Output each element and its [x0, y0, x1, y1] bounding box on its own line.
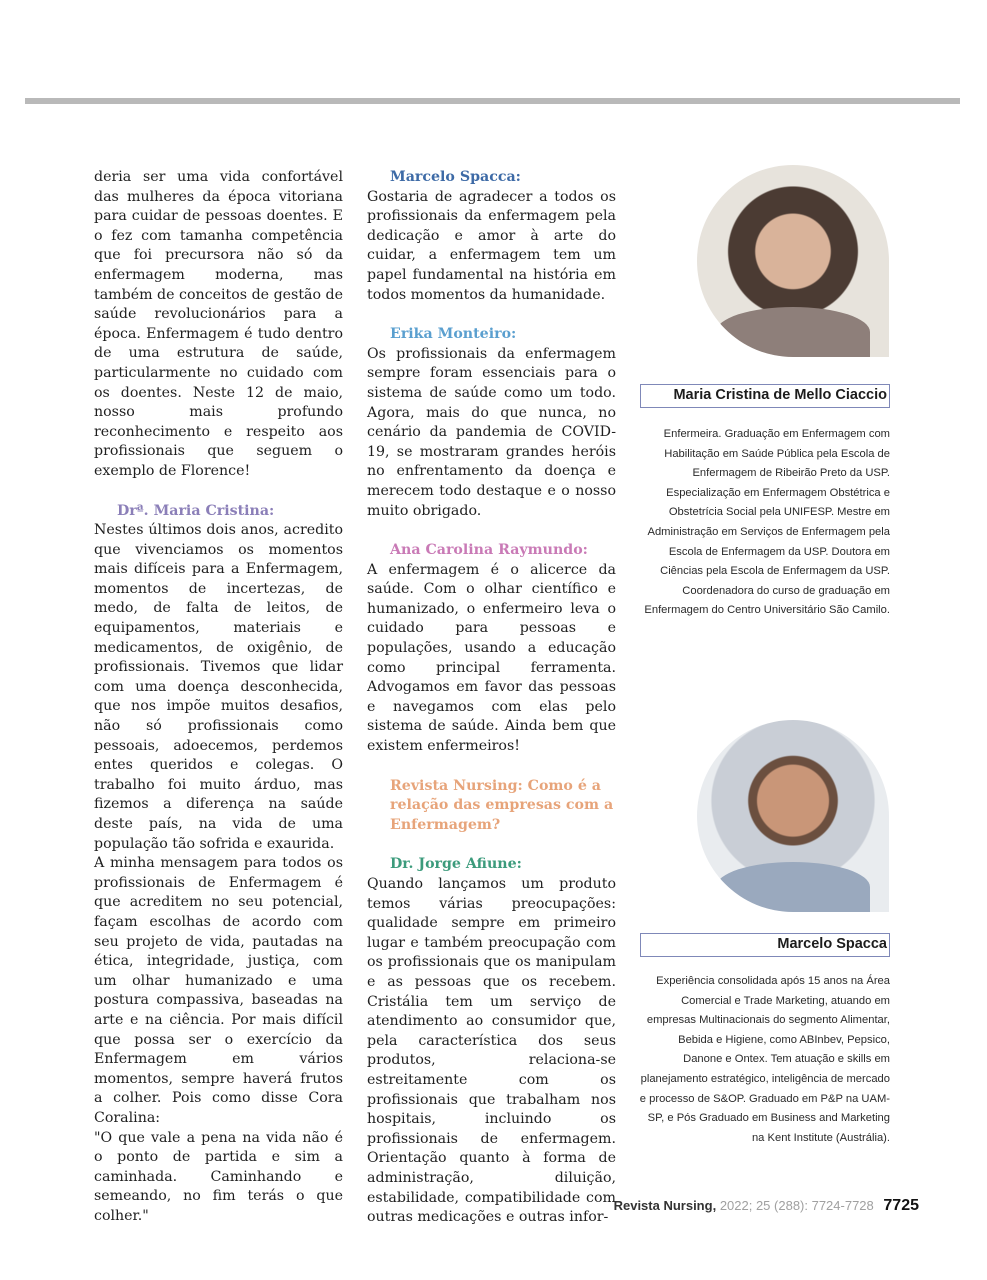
footer-journal: Revista Nursing, — [613, 1198, 717, 1213]
speaker-heading: Ana Carolina Raymundo: — [390, 542, 588, 559]
paragraph: Nestes últimos dois anos, acredito que vivenciamos os momentos mais difíceis para a Enfermagem, momentos de incertezas, de medo, de falta de leitos, de equipamentos, materiais e medicamentos, de oxigênio, de profissionais. Tivemos que lidar com uma doença desconhecida, que nos impõe muitos desafios, não só profissionais como pessoais, adoecemos, perdemos entes queridos e colegas. O trabalho foi muito árduo, mas fizemos a diferença na saúde deste país, na vida de uma população tão sofrida e exaurida. — [94, 522, 343, 852]
paragraph: A enfermagem é o alicerce da saúde. Com o olhar científico e humanizado, o enfermeiro leva o cuidado para pessoas e populações, usando a educação como principal ferramenta. Advogamos em favor das pessoas e navegamos com elas pelo sistema de saúde. Ainda bem que existem enfermeiros! — [367, 561, 616, 755]
footer-citation: 2022; 25 (288): 7724-7728 — [719, 1198, 874, 1213]
paragraph: Os profissionais da enfermagem sempre foram essenciais para o sistema de saúde como um todo. Agora, mais do que nunca, no cenário da pandemia de COVID-19, se mostraram grandes heróis no enfrentamento da doença e merecem todo destaque e o nosso muito obrigado. — [367, 345, 616, 519]
paragraph: deria ser uma vida confortável das mulheres da época vitoriana para cuidar de pessoas doentes. E o fez com tamanha competência que foi precursora não só da enfermagem moderna, mas também de conceitos de gestão de saúde revolucionários para a época. Enfermagem é tudo dentro de uma estrutura de saúde, particularmente no cuidado com os doentes. Neste 12 de maio, nosso mais profundo reconhecimento e respeito aos profissionais que seguem o exemplo de Florence! — [94, 169, 344, 479]
paragraph: Gostaria de agradecer a todos os profissionais da enfermagem pela dedicação e amor à arte do cuidar, a enfermagem tem um papel fundamental na história em todos momentos da humanidade. — [367, 188, 616, 303]
speaker-heading: Drª. Maria Cristina: — [117, 502, 275, 519]
profile-bio-maria-cristina: Enfermeira. Graduação em Enfermagem com Habilitação em Saúde Pública pela Escola de Enfermagem de Ribeirão Preto da USP. Especialização em Enfermagem Obstétrica e Obstetrícia Social pela UNIFESP. Mestre em Administração em Serviços de Enfermagem pela Escola de Enfermagem da USP. Doutora em Ciências pela Escola de Enfermagem da USP. Coordenadora do curso de graduação em Enfermagem do Centro Universitário São Camilo. — [644, 428, 890, 617]
page-number: 7725 — [883, 1197, 919, 1214]
profile-name-maria-cristina: Maria Cristina de Mello Ciaccio — [640, 384, 890, 408]
text-column-2 — [367, 168, 616, 1228]
paragraph: Quando lançamos um produto temos várias preocupações: qualidade sempre em primeiro lugar e também preocupação com os profissionais que os manipulam e as pessoas que os recebem. Cristália tem um serviço de atendimento ao consumidor que, pela característica dos seus produtos, relaciona-se estreitamente com os profissionais que trabalham nos hospitais, incluindo os profissionais de enfermagem. Orientação quanto à forma de administração, diluição, estabilidade, compatibilidade com outras medicações e outras infor- — [367, 876, 616, 1226]
profile-bio-marcelo-spacca: Experiência consolidada após 15 anos na Área Comercial e Trade Marketing, atuando em empresas Multinacionais do segmento Alimentar, Bebida e Higiene, como ABInbev, Pepsico, Danone e Ontex. Tem atuação e skills em planejamento estratégico, inteligência de mercado e processo de S&OP. Graduado em P&P na UAM-SP, e Pós Graduado em Business and Marketing na Kent Institute (Austrália). — [639, 975, 890, 1144]
portrait-maria-cristina — [697, 165, 889, 357]
speaker-heading: Dr. Jorge Afiune: — [390, 856, 522, 873]
paragraph: A minha mensagem para todos os profissionais de Enfermagem é que acreditem no seu potencial, façam escolhas de acordo com seu projeto de vida, pautadas na ética, integridade, justiça, com um olhar humanizado e uma postura compassiva, baseadas na arte e na ciência. Por mais difícil que possa ser o exercício da Enfermagem em vários momentos, sempre haverá frutos a colher. Pois como disse Cora Coralina: — [94, 855, 343, 1126]
portrait-marcelo-spacca — [697, 720, 889, 912]
speaker-heading: Revista Nursing: Como é a relação das empresas com a Enfermagem? — [390, 777, 614, 833]
text-column-1 — [94, 168, 343, 1226]
paragraph: "O que vale a pena na vida não é o ponto de partida e sim a caminhada. Caminhando e semeando, no fim terás o que colher." — [94, 1129, 343, 1224]
page-footer — [614, 1197, 919, 1215]
top-rule — [25, 98, 960, 104]
speaker-heading: Erika Monteiro: — [390, 326, 517, 343]
speaker-heading: Marcelo Spacca: — [390, 169, 521, 185]
profile-name-marcelo-spacca: Marcelo Spacca — [640, 933, 890, 957]
